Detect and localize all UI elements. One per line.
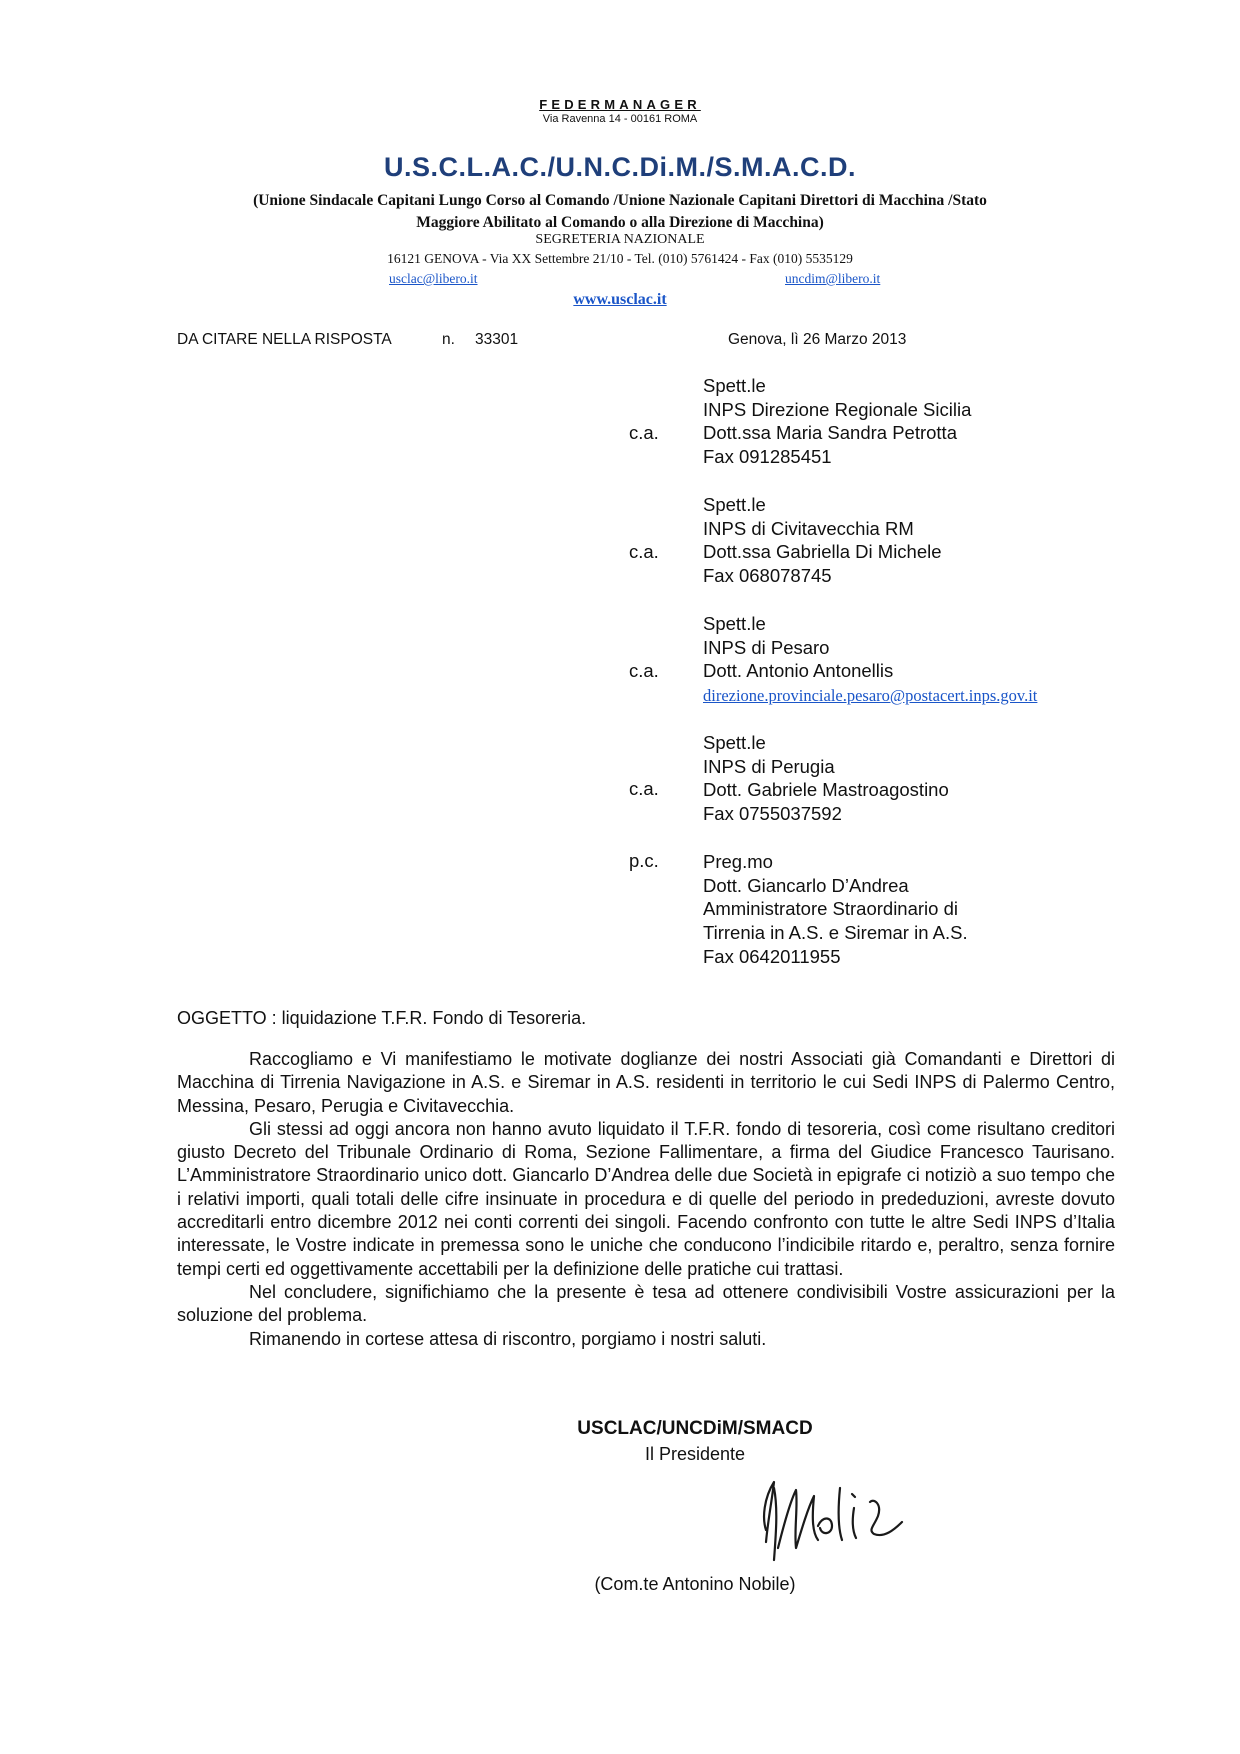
- recipient-line: INPS di Civitavecchia RM: [703, 517, 914, 539]
- recipient-line: Preg.mo: [703, 851, 773, 872]
- recipient-line: Fax 0642011955: [703, 945, 841, 967]
- recipient-line: Spett.le: [703, 494, 766, 515]
- recipient-line: Tirrenia in A.S. e Siremar in A.S.: [703, 922, 968, 944]
- recipient-line: INPS Direzione Regionale Sicilia: [703, 398, 972, 420]
- body-paragraph: Raccogliamo e Vi manifestiamo le motivate doglianze dei nostri Associati già Comandanti e Direttori di Macchina di Tirrenia Navigazione in A.S. e Siremar in A.S. residenti in territorio le cui Sedi INPS di Palermo Centro, Messina, Pesaro, Perugia e Civitavecchia.: [177, 1049, 1115, 1116]
- recipient-block: [703, 493, 942, 588]
- recipient-tag: c.a.: [629, 422, 659, 443]
- federation-address: Via Ravenna 14 - 00161 ROMA: [542, 113, 698, 125]
- recipient-tag: p.c.: [629, 850, 659, 871]
- handwritten-signature: [752, 1468, 932, 1568]
- email-link-uncdim[interactable]: uncdim@libero.it: [785, 271, 881, 286]
- reference-number: 33301: [475, 331, 519, 348]
- subject-line: OGGETTO : liquidazione T.F.R. Fondo di Tesoreria.: [177, 1008, 587, 1028]
- organization-title: U.S.C.L.A.C./U.N.C.Di.M./S.M.A.C.D.: [383, 152, 856, 182]
- federation-name: FEDERMANAGER: [539, 97, 701, 112]
- signature-organization: USCLAC/UNCDiM/SMACD: [577, 1418, 813, 1439]
- recipient-line: Fax 068078745: [703, 565, 832, 587]
- recipient-line: Spett.le: [703, 613, 766, 634]
- recipient-line: Fax 091285451: [703, 446, 832, 468]
- recipient-tag: c.a.: [629, 778, 659, 799]
- recipient-email-link[interactable]: direzione.provinciale.pesaro@postacert.inps.gov.it: [703, 686, 1038, 706]
- recipient-block: [703, 374, 971, 469]
- recipient-line: Dott.ssa Gabriella Di Michele: [703, 541, 942, 563]
- website-link[interactable]: www.usclac.it: [573, 291, 667, 308]
- reference-label: DA CITARE NELLA RISPOSTA: [177, 331, 392, 348]
- website-row: [0, 291, 1240, 309]
- contact-address: 16121 GENOVA - Via XX Settembre 21/10 - Tel. (010) 5761424 - Fax (010) 5535129: [387, 251, 853, 266]
- recipient-line: Dott. Gabriele Mastroagostino: [703, 779, 949, 801]
- reference-n-label: n.: [442, 331, 455, 348]
- recipient-line: INPS di Perugia: [703, 755, 835, 777]
- letter-body: [177, 1048, 1115, 1351]
- recipient-block: [703, 850, 968, 969]
- organization-full-line-1: (Unione Sindacale Capitani Lungo Corso al Comando /Unione Nazionale Capitani Direttori di Macchina /Stato: [253, 192, 987, 209]
- recipient-line: Amministratore Straordinario di: [703, 898, 958, 920]
- signature-name: (Com.te Antonino Nobile): [594, 1574, 796, 1594]
- recipient-line: INPS di Pesaro: [703, 636, 830, 658]
- recipient-line: Spett.le: [703, 732, 766, 753]
- recipient-line: Dott. Antonio Antonellis: [703, 660, 894, 682]
- recipient-line: Spett.le: [703, 375, 766, 396]
- organization-full-line-2: Maggiore Abilitato al Comando o alla Direzione di Macchina): [416, 214, 824, 231]
- recipient-line: Fax 0755037592: [703, 803, 842, 825]
- letter-date: Genova, lì 26 Marzo 2013: [728, 331, 907, 348]
- recipient-line: Dott.ssa Maria Sandra Petrotta: [703, 422, 957, 444]
- recipient-block: [703, 612, 1037, 708]
- recipient-tag: c.a.: [629, 660, 659, 681]
- body-paragraph: Rimanendo in cortese attesa di riscontro, porgiamo i nostri saluti.: [249, 1328, 767, 1349]
- email-link-usclac[interactable]: usclac@libero.it: [389, 271, 478, 286]
- body-paragraph: Gli stessi ad oggi ancora non hanno avuto liquidato il T.F.R. fondo di tesoreria, così come risultano creditori giusto Decreto del Tribunale Ordinario di Roma, Sezione Fallimentare, a firma del Giudice Francesco Taurisano. L’Amministratore Straordinario unico dott. Giancarlo D’Andrea delle due Società in epigrafe ci notiziò a suo tempo che i relativi importi, quali totali delle cifre insinuate in procedura e di quelle del periodo in prededuzioni, avreste dovuto accreditarli entro dicembre 2012 nei conti correnti dei singoli. Facendo confronto con tutte le altre Sedi INPS d’Italia interessate, le Vostre indicate in premessa sono le uniche che conducono l’indicibile ritardo e, peraltro, senza fornire tempi certi ed oggettivamente accettabili per la definizione delle pratiche cui trattasi.: [177, 1118, 1115, 1279]
- signature-role: Il Presidente: [644, 1444, 746, 1464]
- recipient-line: Dott. Giancarlo D’Andrea: [703, 874, 909, 896]
- recipient-tag: c.a.: [629, 541, 659, 562]
- recipient-block: [703, 731, 949, 826]
- secretariat: SEGRETERIA NAZIONALE: [535, 232, 705, 247]
- body-paragraph: Nel concludere, significhiamo che la presente è tesa ad ottenere condivisibili Vostre assicurazioni per la soluzione del problema.: [177, 1281, 1115, 1326]
- organization-full-name: [0, 190, 1240, 234]
